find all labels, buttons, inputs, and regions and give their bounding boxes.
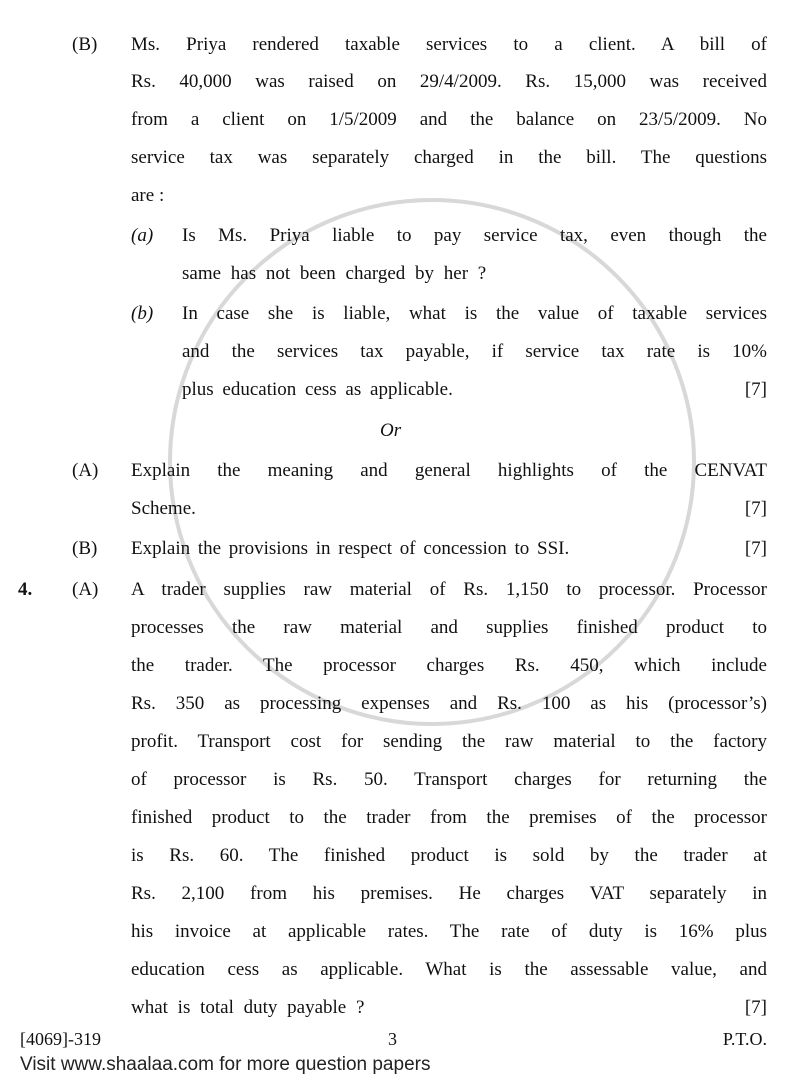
- or-separator: Or: [380, 420, 402, 441]
- text-line: of processor is Rs. 50. Transport charges for returning the: [131, 769, 767, 790]
- text-line: are :: [131, 185, 165, 206]
- q3b-label: (B): [72, 34, 98, 55]
- text-line: what is total duty payable ?: [131, 997, 365, 1018]
- pto-label: P.T.O.: [722, 1029, 767, 1049]
- text-line: is Rs. 60. The finished product is sold by the trader at: [131, 845, 767, 866]
- q4-label: (A): [72, 579, 99, 600]
- text-line: same has not been charged by her ?: [182, 263, 487, 284]
- text-line: Ms. Priya rendered taxable services to a client. A bill of: [131, 34, 767, 55]
- q3b-a-label: (a): [131, 225, 154, 246]
- text-line: finished product to the trader from the premises of the processor: [131, 807, 767, 828]
- text-line: plus education cess as applicable.: [182, 379, 453, 400]
- text-line: Explain the meaning and general highlights of the CENVAT: [131, 460, 767, 481]
- text-line: and the services tax payable, if service tax rate is 10%: [182, 341, 767, 362]
- page-number: 3: [388, 1029, 397, 1049]
- text-line: Rs. 2,100 from his premises. He charges VAT separately in: [131, 883, 767, 904]
- text-line: Explain the provisions in respect of concession to SSI.: [131, 538, 570, 559]
- text-line: Rs. 350 as processing expenses and Rs. 100 as his (processor’s): [131, 693, 767, 714]
- text-line: profit. Transport cost for sending the raw material to the factory: [131, 731, 767, 752]
- text-line: Rs. 40,000 was raised on 29/4/2009. Rs. 15,000 was received: [131, 71, 767, 92]
- alt-b-label: (B): [72, 538, 98, 559]
- text-line: Scheme.: [131, 498, 196, 519]
- text-line: service tax was separately charged in the bill. The questions: [131, 147, 767, 168]
- marks: [7]: [744, 379, 767, 400]
- alt-a-label: (A): [72, 460, 99, 481]
- visit-banner: Visit www.shaalaa.com for more question papers: [20, 1054, 431, 1075]
- marks: [7]: [744, 997, 767, 1018]
- text-line: his invoice at applicable rates. The rate of duty is 16% plus: [131, 921, 767, 942]
- paper-code: [4069]-319: [20, 1029, 101, 1049]
- q4-number: 4.: [18, 579, 33, 600]
- text-line: from a client on 1/5/2009 and the balance on 23/5/2009. No: [131, 109, 767, 130]
- q3b-b-label: (b): [131, 303, 154, 324]
- text-line: education cess as applicable. What is the assessable value, and: [131, 959, 767, 980]
- text-line: processes the raw material and supplies finished product to: [131, 617, 767, 638]
- marks: [7]: [744, 538, 767, 559]
- marks: [7]: [744, 498, 767, 519]
- text-line: A trader supplies raw material of Rs. 1,150 to processor. Processor: [131, 579, 767, 600]
- text-line: In case she is liable, what is the value of taxable services: [182, 303, 767, 324]
- text-line: Is Ms. Priya liable to pay service tax, even though the: [182, 225, 767, 246]
- text-line: the trader. The processor charges Rs. 450, which include: [131, 655, 767, 676]
